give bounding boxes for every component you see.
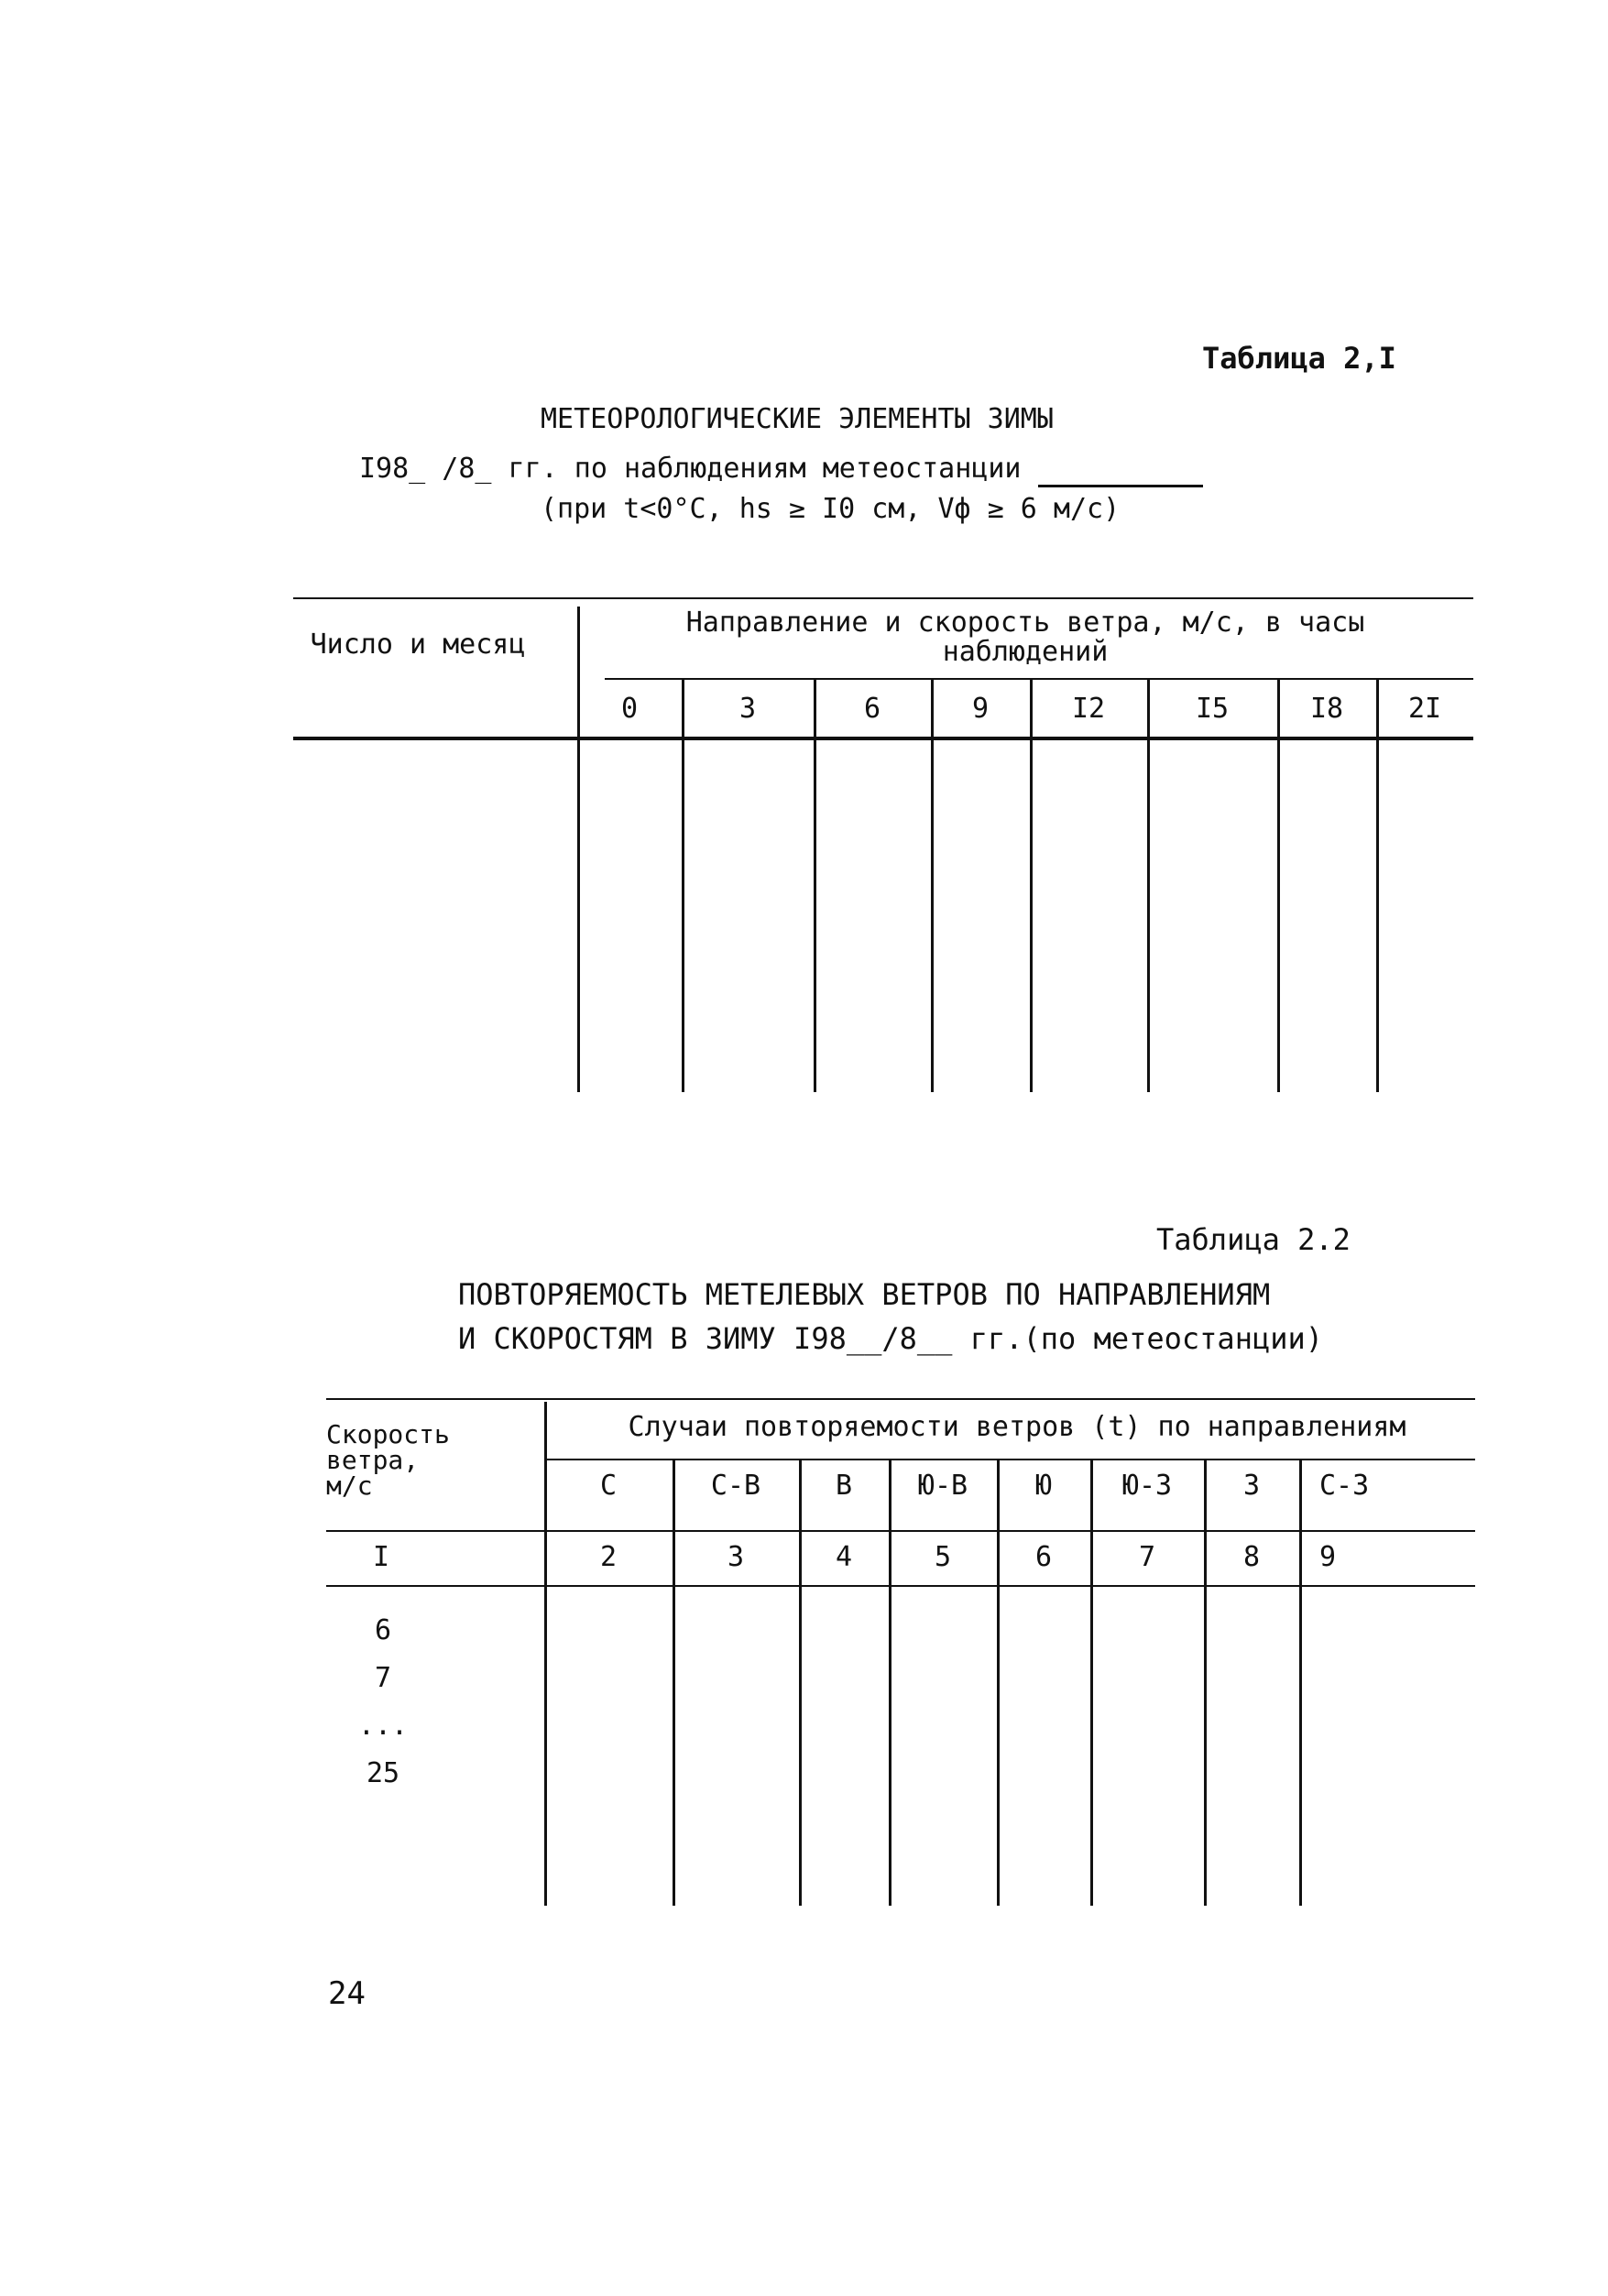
table2-col1-header-line3: м/с	[326, 1471, 373, 1501]
table1-hour-header: I8	[1309, 693, 1344, 725]
table2-group-header: Случаи повторяемости ветров (t) по направлениям	[628, 1411, 1406, 1443]
table1-hours-rule	[605, 678, 1473, 680]
table1-column-divider	[1376, 680, 1379, 1092]
table1-group-header	[577, 608, 1473, 667]
table1-column-divider	[1030, 680, 1033, 1092]
table1-hour-header: 0	[620, 693, 639, 725]
table2-direction-header: С-З	[1319, 1470, 1370, 1502]
table2-title-line2: И СКОРОСТЯМ В ЗИМУ I98__/8__ гг.(по метеостанции)	[458, 1321, 1324, 1356]
table2-direction-header: Ю	[1034, 1470, 1053, 1502]
speed-row: 7	[374, 1662, 392, 1694]
table1-subtitle-line1	[359, 453, 1203, 487]
table2-column-divider	[997, 1460, 1000, 1906]
table2-direction-header: С	[599, 1470, 618, 1502]
table2-direction-header: В	[835, 1470, 853, 1502]
table2-column-number: 8	[1242, 1541, 1261, 1573]
table1-group-header-line2: наблюдений	[942, 636, 1109, 668]
speed-row: 6	[374, 1614, 392, 1646]
table1-subtitle-text: I98_ /8_ гг. по наблюдениям метеостанции	[359, 453, 1022, 485]
table2-direction-header: Ю-З	[1121, 1470, 1173, 1502]
table1-top-rule	[293, 597, 1473, 599]
table1-column-divider	[931, 680, 934, 1092]
table2-numbers-rule	[326, 1530, 1475, 1532]
table1-label: Таблица 2,I	[1202, 341, 1396, 376]
table2-speed-list	[356, 1607, 410, 1798]
table2-column-number: 2	[599, 1541, 618, 1573]
table2-column-divider	[673, 1460, 675, 1906]
table1-group-header-line1: Направление и скорость ветра, м/с, в часы	[685, 607, 1365, 639]
table1-hour-header: 3	[738, 693, 757, 725]
table2-column-number: 5	[934, 1541, 952, 1573]
table1-col1-header: Число и месяц	[310, 629, 526, 661]
table2-title-line1: ПОВТОРЯЕМОСТЬ МЕТЕЛЕВЫХ ВЕТРОВ ПО НАПРАВЛЕНИЯМ	[458, 1277, 1271, 1312]
table2-direction-header: Ю-В	[917, 1470, 968, 1502]
table1-hour-header: I2	[1071, 693, 1106, 725]
table2-col1-header-line2: ветра,	[326, 1445, 420, 1475]
table1-hour-header: I5	[1195, 693, 1230, 725]
page-number: 24	[328, 1975, 366, 2012]
table2-column-divider	[1204, 1460, 1207, 1906]
table2-direction-header: С-В	[710, 1470, 761, 1502]
table1-hour-header: 2I	[1407, 693, 1442, 725]
table2-top-rule	[326, 1398, 1475, 1400]
table1-column-divider	[1147, 680, 1150, 1092]
table2-col1-header-line1: Скорость	[326, 1419, 450, 1449]
table2-column-divider	[889, 1460, 892, 1906]
table2-directions-rule	[544, 1459, 1475, 1460]
table2-column-number: 4	[835, 1541, 853, 1573]
table2-column-divider	[1299, 1460, 1302, 1906]
table1-hour-header: 6	[863, 693, 881, 725]
table1-title: МЕТЕОРОЛОГИЧЕСКИЕ ЭЛЕМЕНТЫ ЗИМЫ	[541, 403, 1054, 435]
table2-column-number: 3	[727, 1541, 745, 1573]
table2-header-bottom-rule	[326, 1585, 1475, 1587]
table1-column-divider	[682, 680, 684, 1092]
table2-column-divider	[799, 1460, 802, 1906]
table2-label: Таблица 2.2	[1156, 1222, 1351, 1257]
table2-column-number: 9	[1319, 1541, 1337, 1573]
table2-column-number: 7	[1138, 1541, 1156, 1573]
table2-direction-header: З	[1242, 1470, 1261, 1502]
table1-col1-divider	[577, 607, 580, 1092]
table1-column-divider	[1277, 680, 1280, 1092]
table2-col1-header	[326, 1419, 482, 1501]
speed-row: ...	[357, 1710, 409, 1742]
table1-hour-header: 9	[971, 693, 990, 725]
table2-column-number: I	[372, 1541, 390, 1573]
table1-subtitle-line2: (при t<0°С, hs ≥ I0 см, Vф ≥ 6 м/с)	[541, 493, 1121, 525]
speed-row: 25	[366, 1757, 400, 1789]
table1-column-divider	[814, 680, 816, 1092]
table2-column-number: 6	[1034, 1541, 1053, 1573]
table2-column-divider	[1090, 1460, 1093, 1906]
table1-header-bottom-rule	[293, 737, 1473, 740]
station-blank	[1038, 453, 1203, 487]
